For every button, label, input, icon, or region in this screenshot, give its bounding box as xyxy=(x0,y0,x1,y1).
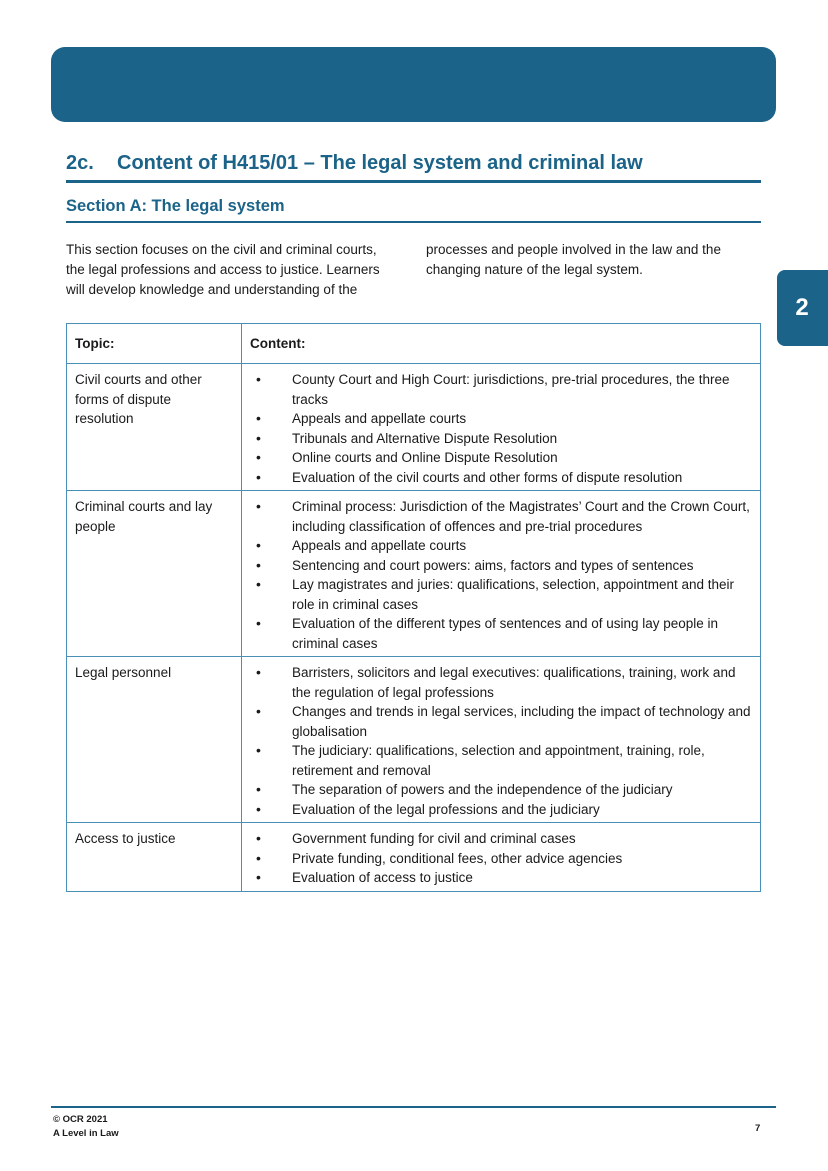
list-item: • Appeals and appellate courts xyxy=(250,409,752,429)
list-item: • Private funding, conditional fees, other advice agencies xyxy=(250,849,752,869)
topic-cell: Access to justice xyxy=(67,823,242,892)
list-item: • Online courts and Online Dispute Resolution xyxy=(250,448,752,468)
list-item: • Evaluation of the legal professions and the judiciary xyxy=(250,800,752,820)
intro-column-1: This section focuses on the civil and criminal courts, the legal professions and access to justice. Learners will develop knowledge and understanding of the xyxy=(66,242,380,297)
content-cell xyxy=(242,364,761,491)
list-item: • Criminal process: Jurisdiction of the Magistrates’ Court and the Crown Court, including classification of offences and pre-trial procedures xyxy=(250,497,752,536)
course-name: A Level in Law xyxy=(53,1128,119,1139)
section-subtitle: Section A: The legal system xyxy=(66,197,761,223)
footer-divider xyxy=(51,1106,776,1108)
list-item: • Changes and trends in legal services, including the impact of technology and globalisation xyxy=(250,702,752,741)
list-item: • Sentencing and court powers: aims, factors and types of sentences xyxy=(250,556,752,576)
topic-cell: Civil courts and other forms of dispute resolution xyxy=(67,364,242,491)
table-header-row xyxy=(67,324,761,364)
table-row xyxy=(67,491,761,657)
section-title: Content of H415/01 – The legal system and criminal law xyxy=(117,152,643,174)
table-row xyxy=(67,823,761,892)
topic-cell: Legal personnel xyxy=(67,657,242,823)
list-item: • Government funding for civil and criminal cases xyxy=(250,829,752,849)
list-item: • County Court and High Court: jurisdictions, pre-trial procedures, the three tracks xyxy=(250,370,752,409)
list-item: • Evaluation of access to justice xyxy=(250,868,752,888)
list-item: • Appeals and appellate courts xyxy=(250,536,752,556)
content-cell xyxy=(242,657,761,823)
table-row xyxy=(67,364,761,491)
page-title xyxy=(66,152,761,183)
list-item: • Lay magistrates and juries: qualifications, selection, appointment and their role in criminal cases xyxy=(250,575,752,614)
list-item: • The separation of powers and the independence of the judiciary xyxy=(250,780,752,800)
footer-info xyxy=(53,1113,119,1141)
topic-cell: Criminal courts and lay people xyxy=(67,491,242,657)
section-number: 2c. xyxy=(66,152,94,174)
topic-header: Topic: xyxy=(67,324,242,364)
copyright-text: © OCR 2021 xyxy=(53,1114,108,1125)
table-row xyxy=(67,657,761,823)
list-item: • Barristers, solicitors and legal executives: qualifications, training, work and the regulation of legal professions xyxy=(250,663,752,702)
content-table xyxy=(66,323,761,892)
content-header: Content: xyxy=(242,324,761,364)
content-cell xyxy=(242,823,761,892)
header-banner xyxy=(51,47,776,122)
list-item: • Tribunals and Alternative Dispute Resolution xyxy=(250,429,752,449)
page-number: 7 xyxy=(755,1123,761,1134)
intro-text xyxy=(66,240,761,300)
section-tab[interactable]: 2 xyxy=(777,270,828,346)
list-item: • The judiciary: qualifications, selection and appointment, training, role, retirement and removal xyxy=(250,741,752,780)
list-item: • Evaluation of the civil courts and other forms of dispute resolution xyxy=(250,468,752,488)
intro-column-2: processes and people involved in the law and the changing nature of the legal system. xyxy=(426,242,721,277)
list-item: • Evaluation of the different types of sentences and of using lay people in criminal cases xyxy=(250,614,752,653)
content-cell xyxy=(242,491,761,657)
